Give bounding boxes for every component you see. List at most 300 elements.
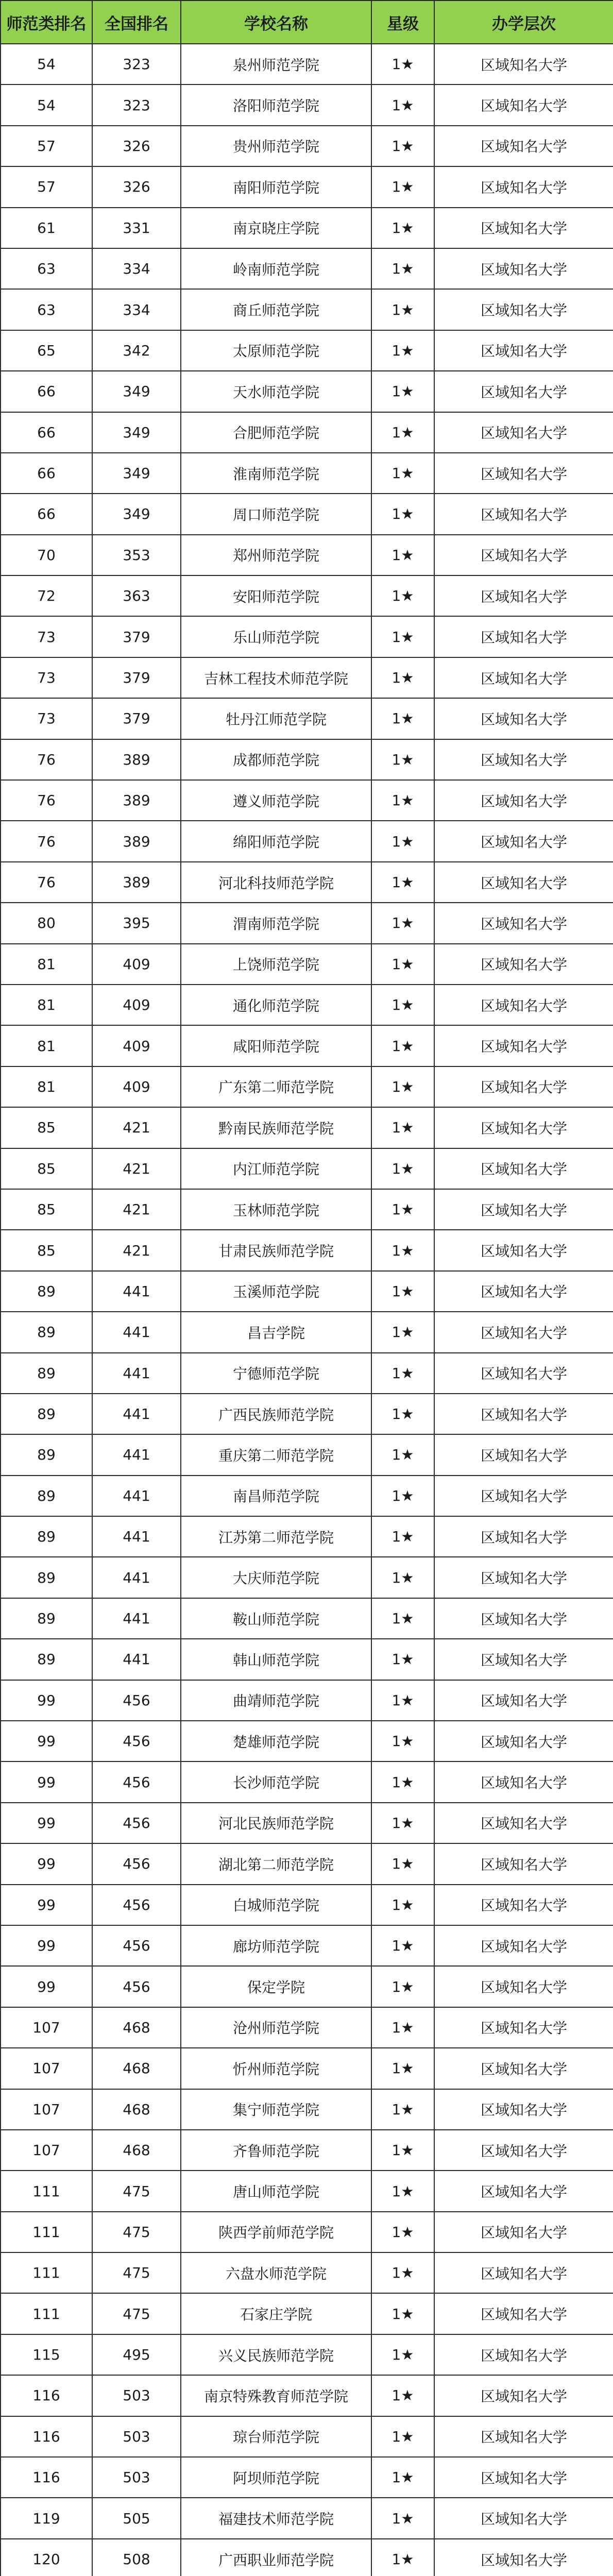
cell-national-rank: 409 — [92, 944, 181, 985]
cell-school-level: 区域知名大学 — [434, 208, 613, 248]
cell-school-level: 区域知名大学 — [434, 330, 613, 371]
cell-school-name: 南京晓庄学院 — [181, 208, 371, 248]
cell-school-name: 乐山师范学院 — [181, 616, 371, 657]
cell-normal-rank: 89 — [1, 1394, 92, 1434]
cell-school-name: 江苏第二师范学院 — [181, 1516, 371, 1557]
cell-school-name: 琼台师范学院 — [181, 2416, 371, 2457]
cell-normal-rank: 85 — [1, 1230, 92, 1270]
cell-school-level: 区域知名大学 — [434, 1394, 613, 1434]
cell-school-level: 区域知名大学 — [434, 412, 613, 453]
header-star-level: 星级 — [371, 1, 434, 44]
cell-national-rank: 508 — [92, 2539, 181, 2576]
cell-school-level: 区域知名大学 — [434, 1885, 613, 1925]
table-row — [1, 1353, 613, 1394]
cell-school-name: 渭南师范学院 — [181, 903, 371, 943]
cell-star-level: 1★ — [371, 84, 434, 125]
table-row — [1, 371, 613, 412]
cell-national-rank: 363 — [92, 575, 181, 616]
cell-normal-rank: 57 — [1, 166, 92, 207]
cell-normal-rank: 89 — [1, 1598, 92, 1639]
cell-star-level: 1★ — [371, 2089, 434, 2130]
cell-school-name: 泉州师范学院 — [181, 44, 371, 84]
cell-school-name: 六盘水师范学院 — [181, 2252, 371, 2293]
cell-normal-rank: 81 — [1, 944, 92, 985]
cell-national-rank: 349 — [92, 494, 181, 534]
cell-star-level: 1★ — [371, 1189, 434, 1230]
cell-normal-rank: 85 — [1, 1107, 92, 1148]
header-school-name: 学校名称 — [181, 1, 371, 44]
cell-star-level: 1★ — [371, 44, 434, 84]
cell-star-level: 1★ — [371, 1843, 434, 1884]
cell-school-level: 区域知名大学 — [434, 2334, 613, 2375]
table-header — [1, 1, 613, 44]
cell-school-name: 南昌师范学院 — [181, 1476, 371, 1516]
cell-star-level: 1★ — [371, 2007, 434, 2048]
table-row — [1, 44, 613, 84]
cell-school-level: 区域知名大学 — [434, 2457, 613, 2498]
cell-national-rank: 409 — [92, 1066, 181, 1107]
cell-national-rank: 456 — [92, 1966, 181, 2007]
cell-normal-rank: 111 — [1, 2171, 92, 2211]
cell-national-rank: 395 — [92, 903, 181, 943]
cell-school-level: 区域知名大学 — [434, 1966, 613, 2007]
cell-normal-rank: 76 — [1, 739, 92, 780]
cell-normal-rank: 111 — [1, 2212, 92, 2252]
table-row — [1, 126, 613, 166]
table-row — [1, 1598, 613, 1639]
cell-national-rank: 379 — [92, 616, 181, 657]
table-row — [1, 1966, 613, 2007]
cell-school-name: 周口师范学院 — [181, 494, 371, 534]
cell-school-level: 区域知名大学 — [434, 2007, 613, 2048]
cell-school-level: 区域知名大学 — [434, 44, 613, 84]
table-row — [1, 1189, 613, 1230]
cell-school-name: 齐鲁师范学院 — [181, 2130, 371, 2171]
cell-school-level: 区域知名大学 — [434, 2089, 613, 2130]
table-row — [1, 330, 613, 371]
cell-national-rank: 468 — [92, 2007, 181, 2048]
cell-normal-rank: 99 — [1, 1966, 92, 2007]
cell-national-rank: 342 — [92, 330, 181, 371]
cell-normal-rank: 111 — [1, 2293, 92, 2334]
cell-school-name: 鞍山师范学院 — [181, 1598, 371, 1639]
cell-star-level: 1★ — [371, 2171, 434, 2211]
table-row — [1, 821, 613, 861]
table-row — [1, 2212, 613, 2252]
cell-star-level: 1★ — [371, 330, 434, 371]
cell-national-rank: 475 — [92, 2252, 181, 2293]
cell-normal-rank: 116 — [1, 2457, 92, 2498]
table-row — [1, 84, 613, 125]
table-row — [1, 739, 613, 780]
table-row — [1, 1843, 613, 1884]
cell-star-level: 1★ — [371, 453, 434, 494]
cell-national-rank: 475 — [92, 2212, 181, 2252]
cell-school-level: 区域知名大学 — [434, 1271, 613, 1312]
cell-normal-rank: 99 — [1, 1885, 92, 1925]
cell-star-level: 1★ — [371, 1803, 434, 1843]
cell-school-level: 区域知名大学 — [434, 2416, 613, 2457]
cell-school-level: 区域知名大学 — [434, 2048, 613, 2089]
cell-school-level: 区域知名大学 — [434, 575, 613, 616]
cell-school-name: 洛阳师范学院 — [181, 84, 371, 125]
cell-school-name: 黔南民族师范学院 — [181, 1107, 371, 1148]
cell-school-level: 区域知名大学 — [434, 1761, 613, 1802]
cell-normal-rank: 81 — [1, 1025, 92, 1066]
table-row — [1, 1476, 613, 1516]
cell-national-rank: 456 — [92, 1803, 181, 1843]
cell-national-rank: 456 — [92, 1925, 181, 1966]
cell-star-level: 1★ — [371, 1434, 434, 1475]
cell-school-level: 区域知名大学 — [434, 862, 613, 903]
cell-national-rank: 389 — [92, 821, 181, 861]
cell-normal-rank: 76 — [1, 821, 92, 861]
cell-star-level: 1★ — [371, 208, 434, 248]
cell-school-level: 区域知名大学 — [434, 126, 613, 166]
cell-school-level: 区域知名大学 — [434, 1680, 613, 1721]
cell-school-name: 广东第二师范学院 — [181, 1066, 371, 1107]
cell-star-level: 1★ — [371, 698, 434, 739]
table-row — [1, 1925, 613, 1966]
table-row — [1, 1066, 613, 1107]
table-row — [1, 1025, 613, 1066]
cell-normal-rank: 89 — [1, 1476, 92, 1516]
cell-national-rank: 379 — [92, 657, 181, 698]
cell-normal-rank: 76 — [1, 862, 92, 903]
cell-school-level: 区域知名大学 — [434, 2539, 613, 2576]
header-school-level: 办学层次 — [434, 1, 613, 44]
cell-school-name: 牡丹江师范学院 — [181, 698, 371, 739]
cell-star-level: 1★ — [371, 2252, 434, 2293]
cell-normal-rank: 73 — [1, 616, 92, 657]
cell-normal-rank: 99 — [1, 1761, 92, 1802]
header-national-rank: 全国排名 — [92, 1, 181, 44]
cell-star-level: 1★ — [371, 780, 434, 821]
cell-normal-rank: 89 — [1, 1312, 92, 1352]
cell-normal-rank: 99 — [1, 1925, 92, 1966]
cell-school-name: 曲靖师范学院 — [181, 1680, 371, 1721]
table-row — [1, 1761, 613, 1802]
cell-star-level: 1★ — [371, 289, 434, 330]
cell-star-level: 1★ — [371, 1639, 434, 1680]
cell-school-name: 淮南师范学院 — [181, 453, 371, 494]
cell-school-level: 区域知名大学 — [434, 1148, 613, 1189]
cell-school-level: 区域知名大学 — [434, 166, 613, 207]
cell-national-rank: 441 — [92, 1271, 181, 1312]
cell-star-level: 1★ — [371, 494, 434, 534]
cell-normal-rank: 76 — [1, 780, 92, 821]
cell-national-rank: 326 — [92, 166, 181, 207]
cell-school-level: 区域知名大学 — [434, 698, 613, 739]
cell-national-rank: 331 — [92, 208, 181, 248]
table-row — [1, 453, 613, 494]
cell-school-name: 廊坊师范学院 — [181, 1925, 371, 1966]
cell-school-name: 遵义师范学院 — [181, 780, 371, 821]
cell-school-name: 绵阳师范学院 — [181, 821, 371, 861]
cell-school-level: 区域知名大学 — [434, 985, 613, 1025]
cell-school-name: 南京特殊教育师范学院 — [181, 2375, 371, 2416]
cell-star-level: 1★ — [371, 2130, 434, 2171]
cell-star-level: 1★ — [371, 1271, 434, 1312]
cell-national-rank: 441 — [92, 1598, 181, 1639]
cell-normal-rank: 81 — [1, 1066, 92, 1107]
cell-national-rank: 389 — [92, 862, 181, 903]
table-row — [1, 944, 613, 985]
cell-normal-rank: 107 — [1, 2089, 92, 2130]
cell-normal-rank: 99 — [1, 1803, 92, 1843]
cell-normal-rank: 116 — [1, 2416, 92, 2457]
cell-normal-rank: 107 — [1, 2007, 92, 2048]
table-row — [1, 1885, 613, 1925]
cell-school-name: 郑州师范学院 — [181, 535, 371, 575]
table-row — [1, 166, 613, 207]
cell-star-level: 1★ — [371, 412, 434, 453]
cell-national-rank: 468 — [92, 2048, 181, 2089]
cell-school-name: 上饶师范学院 — [181, 944, 371, 985]
cell-star-level: 1★ — [371, 2416, 434, 2457]
cell-normal-rank: 89 — [1, 1353, 92, 1394]
cell-star-level: 1★ — [371, 1557, 434, 1598]
cell-star-level: 1★ — [371, 1230, 434, 1270]
cell-school-level: 区域知名大学 — [434, 535, 613, 575]
cell-school-name: 保定学院 — [181, 1966, 371, 2007]
cell-national-rank: 421 — [92, 1230, 181, 1270]
cell-star-level: 1★ — [371, 2212, 434, 2252]
table-row — [1, 412, 613, 453]
cell-national-rank: 503 — [92, 2375, 181, 2416]
cell-school-level: 区域知名大学 — [434, 616, 613, 657]
table-row — [1, 2171, 613, 2211]
cell-normal-rank: 66 — [1, 453, 92, 494]
cell-star-level: 1★ — [371, 1066, 434, 1107]
cell-national-rank: 334 — [92, 289, 181, 330]
table-row — [1, 2089, 613, 2130]
cell-star-level: 1★ — [371, 2457, 434, 2498]
cell-school-name: 陕西学前师范学院 — [181, 2212, 371, 2252]
cell-national-rank: 349 — [92, 412, 181, 453]
cell-star-level: 1★ — [371, 2498, 434, 2538]
cell-national-rank: 503 — [92, 2457, 181, 2498]
cell-school-name: 韩山师范学院 — [181, 1639, 371, 1680]
cell-school-name: 南阳师范学院 — [181, 166, 371, 207]
cell-national-rank: 349 — [92, 453, 181, 494]
cell-school-name: 大庆师范学院 — [181, 1557, 371, 1598]
cell-school-name: 广西职业师范学院 — [181, 2539, 371, 2576]
cell-star-level: 1★ — [371, 1516, 434, 1557]
cell-star-level: 1★ — [371, 739, 434, 780]
cell-school-name: 商丘师范学院 — [181, 289, 371, 330]
cell-national-rank: 441 — [92, 1516, 181, 1557]
cell-school-level: 区域知名大学 — [434, 1803, 613, 1843]
cell-school-level: 区域知名大学 — [434, 1312, 613, 1352]
cell-school-name: 成都师范学院 — [181, 739, 371, 780]
cell-school-level: 区域知名大学 — [434, 1598, 613, 1639]
cell-school-name: 昌吉学院 — [181, 1312, 371, 1352]
cell-school-name: 阿坝师范学院 — [181, 2457, 371, 2498]
table-row — [1, 2498, 613, 2538]
cell-school-level: 区域知名大学 — [434, 944, 613, 985]
cell-star-level: 1★ — [371, 821, 434, 861]
cell-normal-rank: 85 — [1, 1148, 92, 1189]
cell-national-rank: 421 — [92, 1107, 181, 1148]
table-row — [1, 1394, 613, 1434]
cell-school-level: 区域知名大学 — [434, 1557, 613, 1598]
cell-school-level: 区域知名大学 — [434, 1639, 613, 1680]
table-row — [1, 1721, 613, 1761]
cell-national-rank: 441 — [92, 1353, 181, 1394]
cell-school-name: 通化师范学院 — [181, 985, 371, 1025]
cell-national-rank: 421 — [92, 1189, 181, 1230]
cell-normal-rank: 63 — [1, 289, 92, 330]
table-row — [1, 2293, 613, 2334]
cell-school-level: 区域知名大学 — [434, 1353, 613, 1394]
cell-star-level: 1★ — [371, 248, 434, 289]
cell-school-name: 太原师范学院 — [181, 330, 371, 371]
cell-national-rank: 468 — [92, 2089, 181, 2130]
cell-normal-rank: 72 — [1, 575, 92, 616]
table-row — [1, 903, 613, 943]
cell-school-name: 天水师范学院 — [181, 371, 371, 412]
cell-school-level: 区域知名大学 — [434, 2498, 613, 2538]
cell-national-rank: 334 — [92, 248, 181, 289]
cell-national-rank: 505 — [92, 2498, 181, 2538]
cell-school-name: 玉林师范学院 — [181, 1189, 371, 1230]
cell-normal-rank: 66 — [1, 371, 92, 412]
cell-star-level: 1★ — [371, 657, 434, 698]
cell-national-rank: 349 — [92, 371, 181, 412]
cell-school-level: 区域知名大学 — [434, 2252, 613, 2293]
cell-normal-rank: 89 — [1, 1271, 92, 1312]
cell-normal-rank: 54 — [1, 44, 92, 84]
table-row — [1, 1803, 613, 1843]
cell-national-rank: 456 — [92, 1843, 181, 1884]
cell-star-level: 1★ — [371, 1025, 434, 1066]
cell-school-level: 区域知名大学 — [434, 1107, 613, 1148]
cell-national-rank: 389 — [92, 739, 181, 780]
table-body — [1, 44, 613, 2576]
table-row — [1, 1148, 613, 1189]
cell-school-level: 区域知名大学 — [434, 1925, 613, 1966]
table-row — [1, 862, 613, 903]
cell-national-rank: 475 — [92, 2293, 181, 2334]
cell-school-level: 区域知名大学 — [434, 1516, 613, 1557]
table-row — [1, 1271, 613, 1312]
cell-star-level: 1★ — [371, 944, 434, 985]
cell-star-level: 1★ — [371, 1680, 434, 1721]
table-row — [1, 2375, 613, 2416]
table-row — [1, 2130, 613, 2171]
cell-national-rank: 379 — [92, 698, 181, 739]
cell-school-name: 甘肃民族师范学院 — [181, 1230, 371, 1270]
cell-national-rank: 468 — [92, 2130, 181, 2171]
cell-school-level: 区域知名大学 — [434, 657, 613, 698]
table-row — [1, 657, 613, 698]
table-row — [1, 1230, 613, 1270]
cell-national-rank: 421 — [92, 1148, 181, 1189]
cell-school-level: 区域知名大学 — [434, 1476, 613, 1516]
cell-star-level: 1★ — [371, 1721, 434, 1761]
cell-national-rank: 441 — [92, 1434, 181, 1475]
cell-normal-rank: 73 — [1, 698, 92, 739]
cell-normal-rank: 65 — [1, 330, 92, 371]
table-row — [1, 698, 613, 739]
cell-national-rank: 503 — [92, 2416, 181, 2457]
cell-national-rank: 456 — [92, 1885, 181, 1925]
cell-normal-rank: 120 — [1, 2539, 92, 2576]
cell-school-name: 白城师范学院 — [181, 1885, 371, 1925]
table-row — [1, 2252, 613, 2293]
cell-school-level: 区域知名大学 — [434, 1721, 613, 1761]
cell-star-level: 1★ — [371, 2334, 434, 2375]
cell-school-level: 区域知名大学 — [434, 2375, 613, 2416]
cell-school-level: 区域知名大学 — [434, 371, 613, 412]
cell-school-level: 区域知名大学 — [434, 821, 613, 861]
cell-normal-rank: 107 — [1, 2048, 92, 2089]
cell-normal-rank: 89 — [1, 1557, 92, 1598]
cell-school-level: 区域知名大学 — [434, 1434, 613, 1475]
cell-national-rank: 353 — [92, 535, 181, 575]
cell-national-rank: 389 — [92, 780, 181, 821]
cell-national-rank: 441 — [92, 1557, 181, 1598]
cell-school-name: 安阳师范学院 — [181, 575, 371, 616]
cell-star-level: 1★ — [371, 126, 434, 166]
cell-normal-rank: 61 — [1, 208, 92, 248]
cell-school-name: 河北科技师范学院 — [181, 862, 371, 903]
cell-star-level: 1★ — [371, 1148, 434, 1189]
cell-star-level: 1★ — [371, 1598, 434, 1639]
cell-school-level: 区域知名大学 — [434, 453, 613, 494]
table-row — [1, 2007, 613, 2048]
cell-school-level: 区域知名大学 — [434, 248, 613, 289]
table-row — [1, 575, 613, 616]
cell-school-name: 玉溪师范学院 — [181, 1271, 371, 1312]
cell-normal-rank: 80 — [1, 903, 92, 943]
cell-normal-rank: 63 — [1, 248, 92, 289]
cell-normal-rank: 89 — [1, 1639, 92, 1680]
cell-star-level: 1★ — [371, 166, 434, 207]
cell-school-name: 沧州师范学院 — [181, 2007, 371, 2048]
cell-normal-rank: 116 — [1, 2375, 92, 2416]
cell-national-rank: 441 — [92, 1394, 181, 1434]
cell-star-level: 1★ — [371, 616, 434, 657]
cell-star-level: 1★ — [371, 1761, 434, 1802]
cell-star-level: 1★ — [371, 985, 434, 1025]
cell-normal-rank: 107 — [1, 2130, 92, 2171]
table-row — [1, 1107, 613, 1148]
table-row — [1, 248, 613, 289]
header-normal-rank: 师范类排名 — [1, 1, 92, 44]
cell-normal-rank: 119 — [1, 2498, 92, 2538]
cell-school-name: 兴义民族师范学院 — [181, 2334, 371, 2375]
cell-normal-rank: 99 — [1, 1843, 92, 1884]
cell-school-name: 广西民族师范学院 — [181, 1394, 371, 1434]
cell-star-level: 1★ — [371, 2539, 434, 2576]
cell-school-name: 内江师范学院 — [181, 1148, 371, 1189]
cell-school-name: 贵州师范学院 — [181, 126, 371, 166]
table-row — [1, 616, 613, 657]
cell-national-rank: 323 — [92, 44, 181, 84]
cell-national-rank: 409 — [92, 985, 181, 1025]
cell-star-level: 1★ — [371, 903, 434, 943]
table-row — [1, 1680, 613, 1721]
cell-national-rank: 323 — [92, 84, 181, 125]
cell-normal-rank: 54 — [1, 84, 92, 125]
cell-normal-rank: 89 — [1, 1516, 92, 1557]
cell-normal-rank: 66 — [1, 412, 92, 453]
cell-star-level: 1★ — [371, 1885, 434, 1925]
table-row — [1, 2416, 613, 2457]
cell-normal-rank: 81 — [1, 985, 92, 1025]
